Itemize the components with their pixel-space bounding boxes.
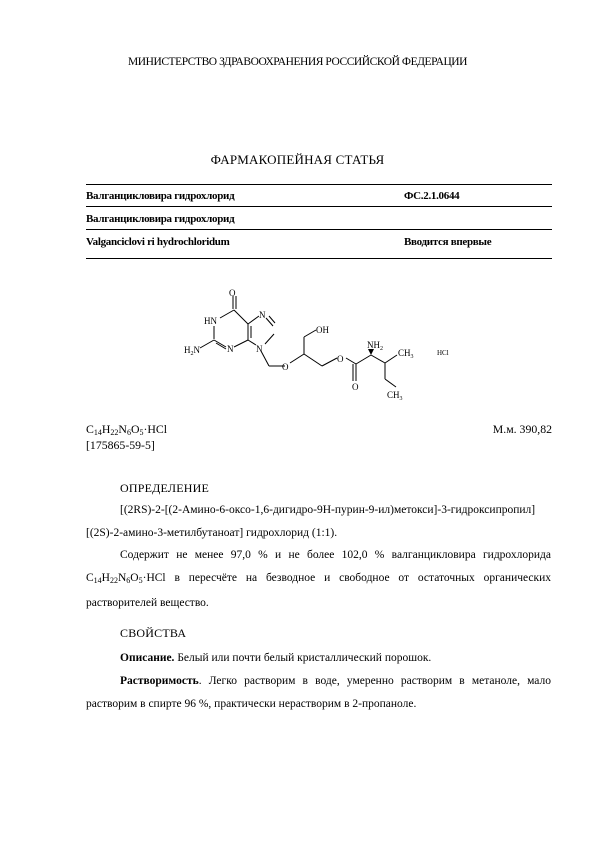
hydroxyl-label: OH	[316, 325, 329, 335]
methyl-label-2: $CH_3$	[387, 390, 403, 402]
ring-nitrogen-3: N	[227, 344, 234, 354]
properties-heading: СВОЙСТВА	[120, 626, 187, 640]
ether-oxygen-label: O	[282, 362, 289, 372]
description-text: Описание. Белый или почти белый кристаллический порошок.	[120, 652, 432, 664]
definition-text: [(2RS)-2-[(2-Амино-6-оксо-1,6-дигидро-9H-пурин-9-ил)метокси]-3-гидроксипропил][(2S)-2-амино-3-метилбутаноат] гидрохлорид (1:1).	[86, 504, 536, 539]
russian-name: Валганцикловира гидрохлорид	[86, 190, 235, 202]
hn-label: HN	[204, 316, 217, 326]
article-number: ФС.2.1.0644	[404, 190, 460, 202]
molecular-formula: C14H22N6O5·HCl	[86, 422, 168, 437]
ring-nitrogen-7: N	[259, 310, 266, 320]
solubility-text: Растворимость. Легко растворим в воде, умеренно растворим в метаноле, мало растворим в спирте 96 %, практически нерастворим в 2-пропаноле.	[86, 675, 551, 710]
carbonyl-oxygen-label: O	[229, 288, 236, 298]
molecular-mass: М.м. 390,82	[492, 422, 552, 436]
ring-nitrogen-9: N	[256, 344, 263, 354]
content-text: Содержит не менее 97,0 % и не более 102,0 % валганцикловира гидрохлорида C14H22N6O5·HCl в пересчёте на безводное и свободное от остаточных органических растворителей вещество.	[86, 549, 551, 609]
ester-oxygen-label: O	[337, 354, 344, 364]
russian-name-2: Валганцикловира гидрохлорид	[86, 213, 235, 225]
cas-number: [175865-59-5]	[86, 438, 155, 452]
amino-label: $H_2N$	[184, 345, 200, 357]
hcl-label: HCl	[437, 349, 449, 357]
ministry-title: МИНИСТЕРСТВО ЗДРАВООХРАНЕНИЯ РОССИЙСКОЙ ФЕДЕРАЦИИ	[127, 56, 468, 68]
nh2-label: $NH_2$	[367, 340, 383, 352]
definition-heading: ОПРЕДЕЛЕНИЕ	[120, 481, 210, 495]
introduction-status: Вводится впервые	[404, 236, 492, 248]
article-title: ФАРМАКОПЕЙНАЯ СТАТЬЯ	[210, 152, 385, 167]
ester-carbonyl-oxygen: O	[352, 382, 359, 392]
latin-name: Valganciclovi ri hydrochloridum	[86, 236, 230, 248]
methyl-label-1: $CH_3$	[398, 348, 414, 360]
